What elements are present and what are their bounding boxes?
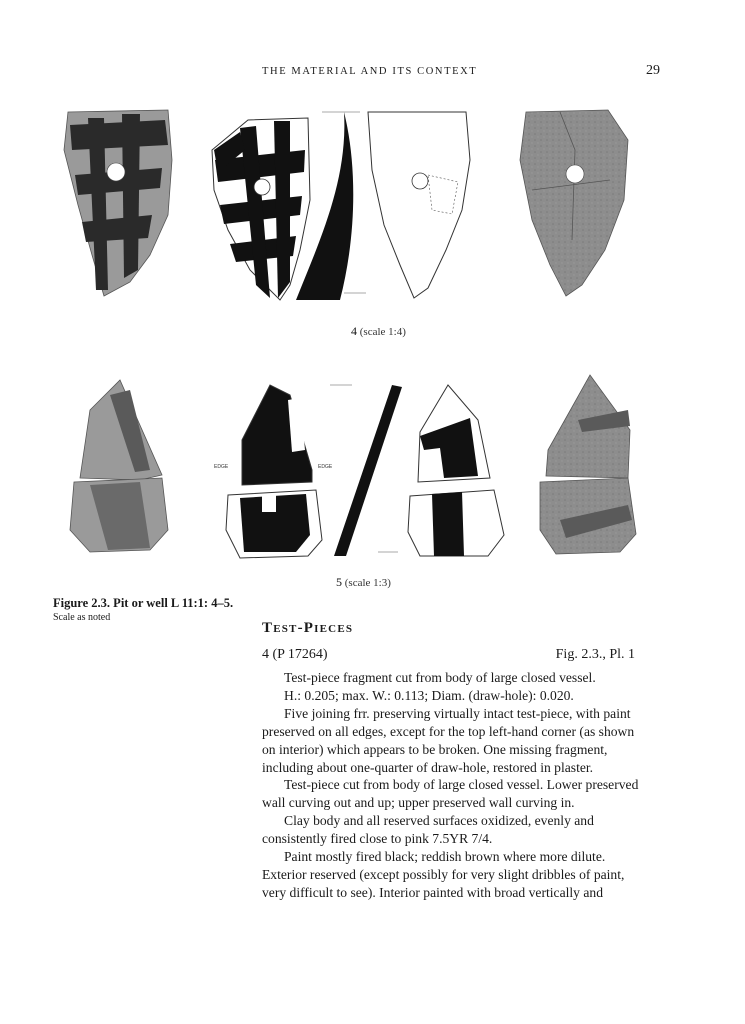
scale-caption-4 bbox=[351, 324, 406, 339]
figure-caption: Figure 2.3. Pit or well L 11:1: 4–5. bbox=[53, 596, 234, 610]
section-heading: Test-Pieces bbox=[262, 620, 354, 636]
entry-id: 4 (P 17264) bbox=[262, 647, 328, 662]
photo-5-interior bbox=[70, 380, 168, 552]
paragraph: Paint mostly fired black; reddish brown where more dilute. bbox=[284, 849, 606, 865]
profile-5 bbox=[330, 385, 402, 556]
photo-4-interior bbox=[64, 110, 172, 296]
caption-4-number: 4 bbox=[351, 324, 357, 338]
paragraph: Exterior reserved (except possibly for very slight dribbles of paint, very difficult to see). Interior painted with broad vertically and bbox=[262, 866, 625, 900]
running-head: THE MATERIAL AND ITS CONTEXT bbox=[262, 66, 478, 77]
paragraph: Test-piece fragment cut from body of large closed vessel. bbox=[284, 670, 596, 685]
photo-5-exterior bbox=[540, 375, 636, 554]
photo-4-exterior bbox=[520, 110, 628, 296]
edge-label-left: EDGE bbox=[214, 464, 229, 470]
paragraph: Clay body and all reserved surfaces oxidized, evenly and consistently fired close to pink 7.5YR 7/4. bbox=[262, 813, 594, 847]
page-number: 29 bbox=[646, 63, 660, 78]
drawing-5-interior bbox=[214, 385, 333, 558]
body-text bbox=[262, 669, 650, 902]
caption-5-number: 5 bbox=[336, 575, 342, 589]
paragraph: Five joining frr. preserving virtually intact test-piece, with paint preserved on all edges, except for the top left-hand corner (as shown on interior) which appears to be broken. One missing fragment, including about one-quarter of draw-hole, restored in plaster. bbox=[262, 705, 635, 775]
edge-label-right: EDGE bbox=[318, 464, 333, 470]
drawing-4-exterior bbox=[368, 112, 470, 298]
paragraph: Test-piece cut from body of large closed vessel. Lower preserved wall curving out and up; upper preserved wall curving in. bbox=[262, 777, 639, 811]
drawing-5-exterior bbox=[408, 385, 504, 556]
caption-4-scale: (scale 1:4) bbox=[359, 326, 406, 338]
paragraph: H.: 0.205; max. W.: 0.113; Diam. (draw-hole): 0.020. bbox=[284, 687, 574, 703]
scale-caption-5 bbox=[336, 575, 391, 590]
drawing-4-interior bbox=[212, 118, 310, 300]
entry-ref: Fig. 2.3., Pl. 1 bbox=[555, 647, 635, 662]
caption-5-scale: (scale 1:3) bbox=[344, 577, 391, 589]
figure-note: Scale as noted bbox=[53, 612, 111, 623]
